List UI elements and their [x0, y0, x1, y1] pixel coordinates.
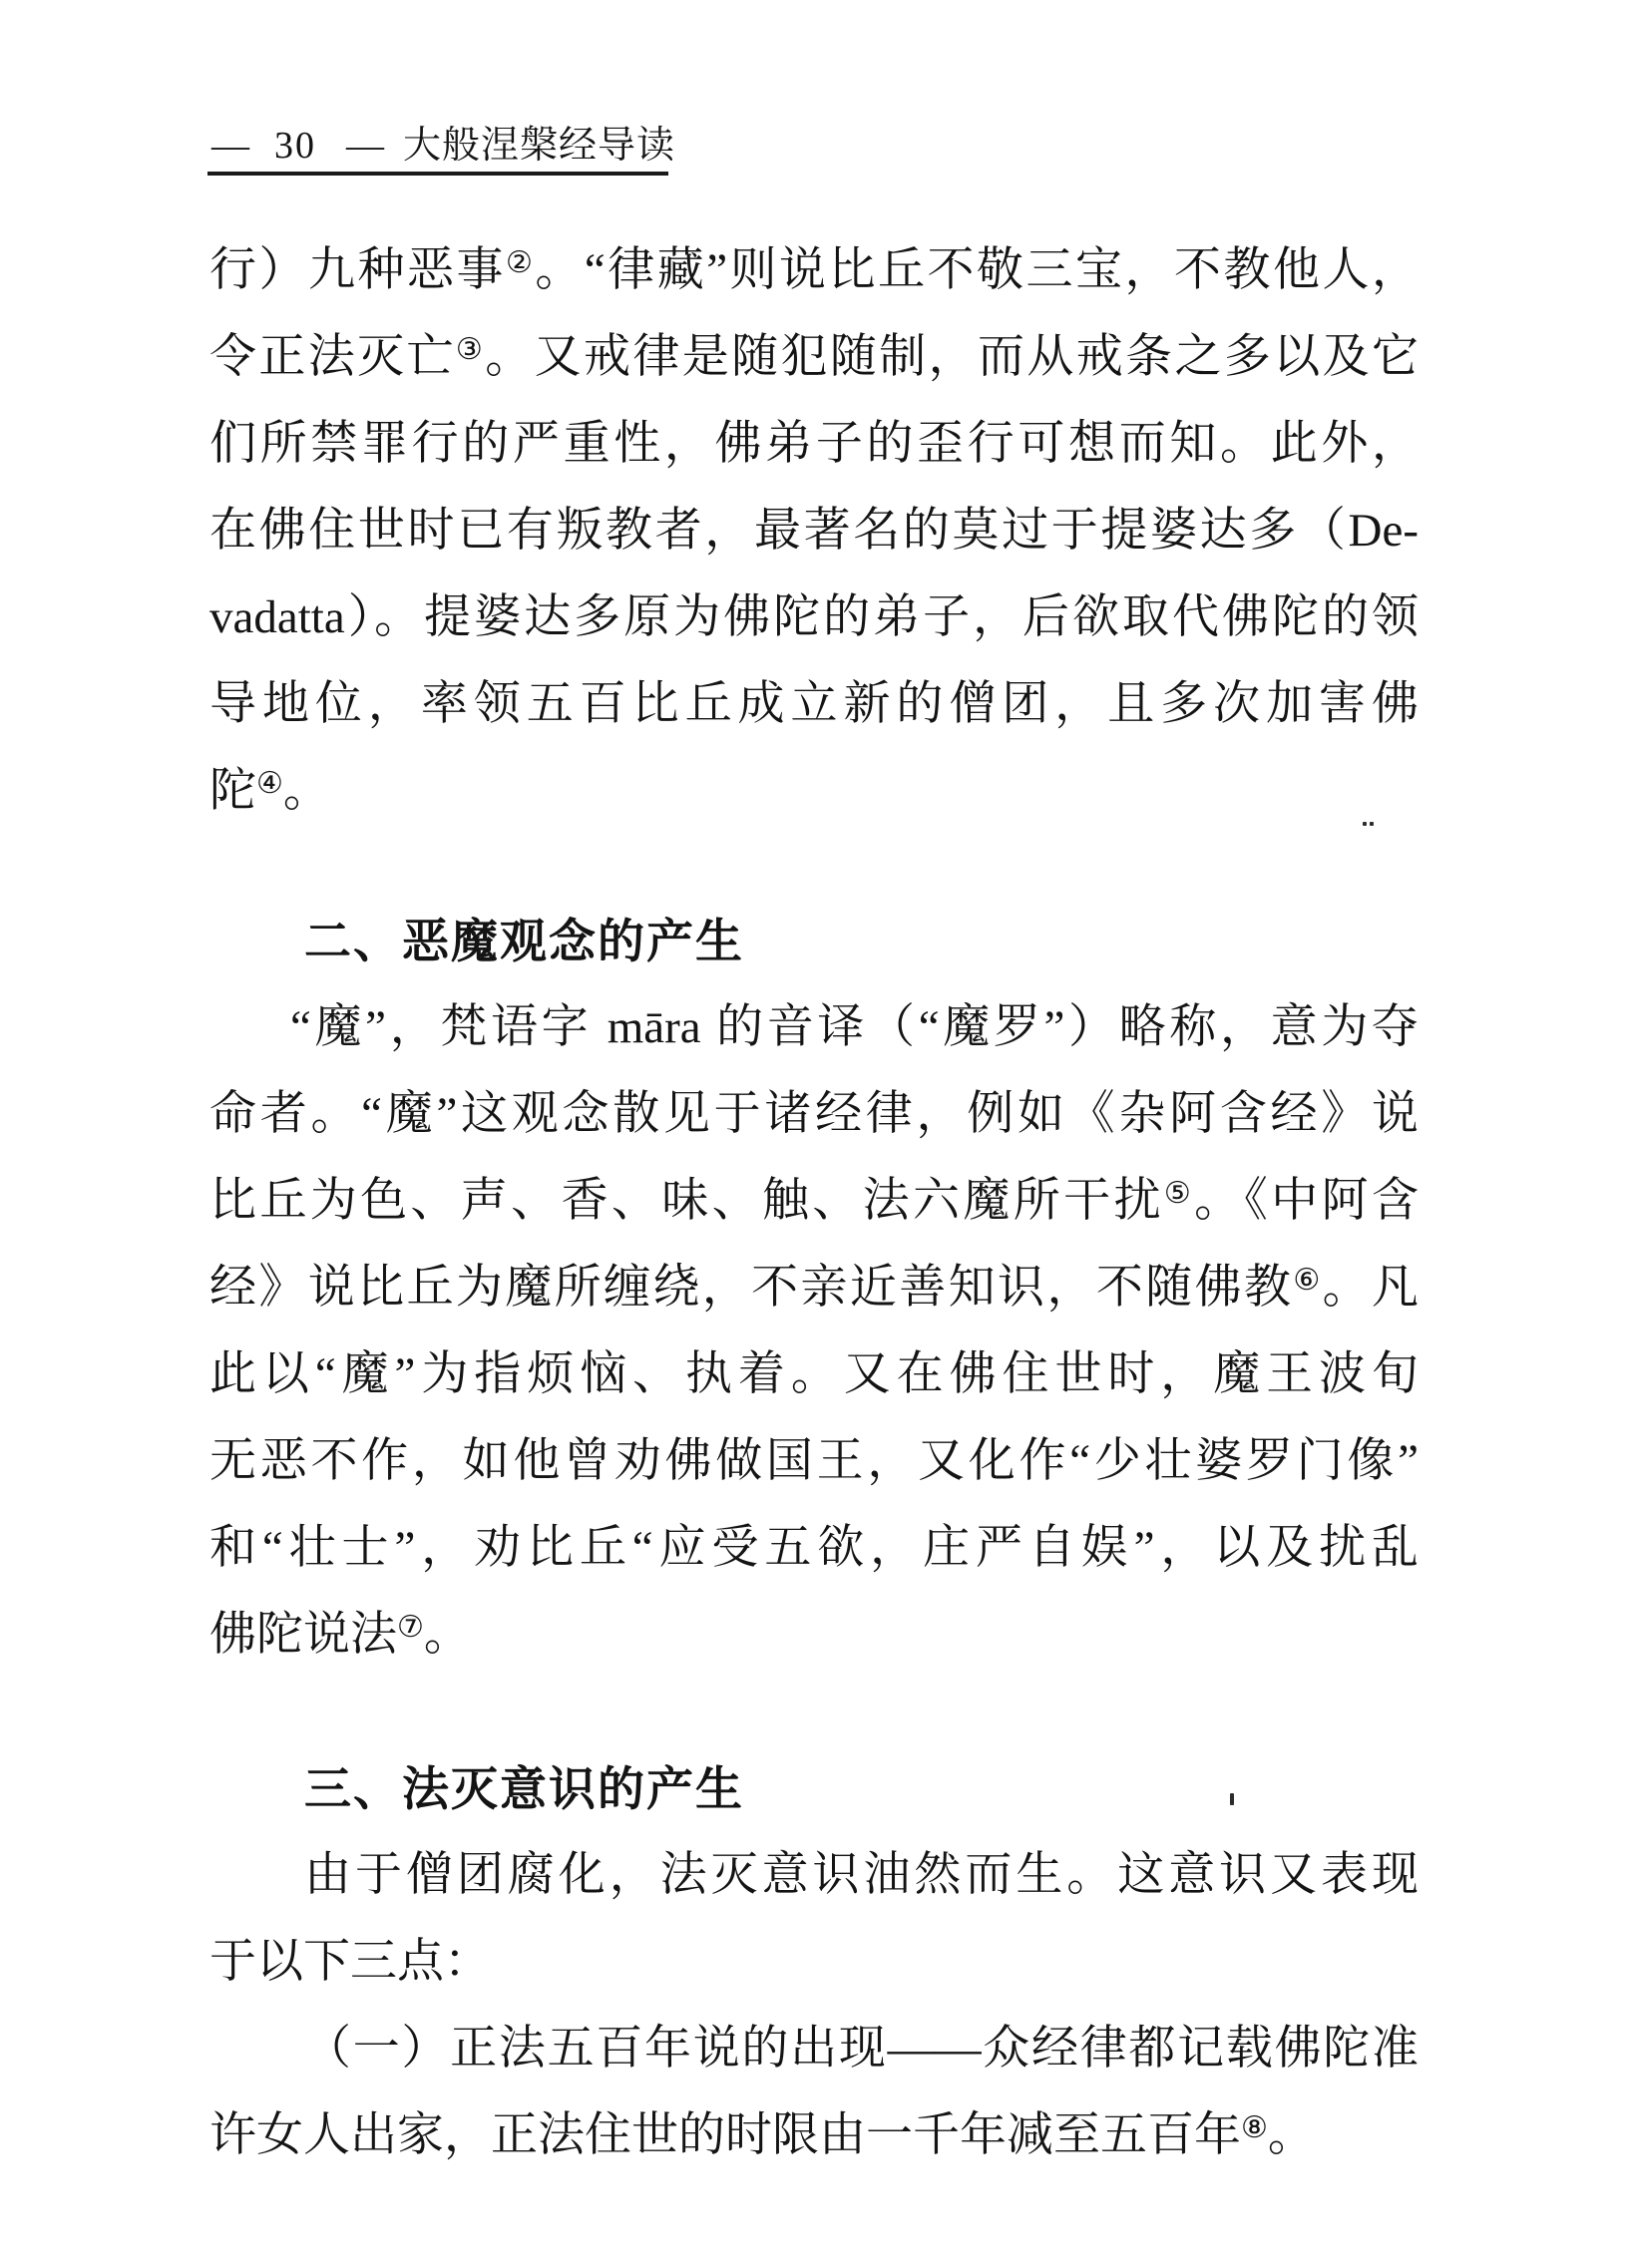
text-line [209, 401, 1419, 488]
footnote-marker: ⑥ [1293, 1263, 1323, 1297]
line-text: 令正法灭亡 [209, 331, 456, 383]
paragraph-1 [209, 227, 1419, 835]
line-text: 们所禁罪行的严重性，佛弟子的歪行可想而知。此外， [209, 418, 1419, 470]
line-text: 导地位，率领五百比丘成立新的僧团，且多次加害佛 [209, 678, 1419, 730]
line-text: 比丘为色、声、香、味、触、法六魔所干扰 [209, 1175, 1164, 1227]
text-line [209, 661, 1419, 748]
text-line [209, 2006, 1419, 2092]
footnote-marker: ② [505, 245, 536, 279]
line-text: 。 [423, 1609, 471, 1661]
section-heading-3: 三、法灭意识的产生 [304, 1762, 744, 1815]
running-book-title: 大般涅槃经导读 [403, 125, 676, 167]
text-line [209, 1505, 1419, 1592]
line-text: 经》说比丘为魔所缠绕，不亲近善知识，不随佛教 [209, 1262, 1294, 1314]
line-text: vadatta）。提婆达多原为佛陀的弟子，后欲取代佛陀的领 [209, 591, 1419, 643]
line-text: 于以下三点： [209, 1936, 491, 1988]
text-line [209, 1592, 1419, 1679]
header-dash-left: — [211, 125, 249, 167]
line-text: 陀 [209, 765, 256, 817]
text-line [209, 1331, 1419, 1418]
text-line [209, 227, 1419, 314]
text-line [209, 1245, 1419, 1331]
footnote-marker: ④ [256, 766, 283, 800]
header-rule [207, 172, 668, 176]
footnote-marker: ⑧ [1241, 2110, 1268, 2144]
line-text: 。凡 [1322, 1262, 1420, 1314]
text-line [209, 574, 1419, 661]
text-line [209, 1919, 1419, 2006]
text-line [209, 488, 1419, 574]
line-text: 在佛住世时已有叛教者，最著名的莫过于提婆达多（De- [209, 505, 1419, 557]
line-text: 由于僧团腐化，法灭意识油然而生。这意识又表现 [304, 1849, 1419, 1901]
line-text: 行）九种恶事 [209, 244, 506, 296]
scan-speck [1363, 822, 1367, 826]
paragraph-4 [209, 2006, 1419, 2179]
paragraph-2 [209, 984, 1419, 1679]
line-text: 。 [1267, 2109, 1315, 2161]
text-line [209, 1832, 1419, 1919]
line-text: 。又戒律是随犯随制，而从戒条之多以及它 [485, 331, 1420, 383]
footnote-marker: ⑦ [397, 1610, 424, 1644]
page-number: 30 [274, 125, 316, 167]
section-heading-2: 二、恶魔观念的产生 [304, 915, 744, 967]
text-line [209, 1418, 1419, 1505]
paragraph-3 [209, 1832, 1419, 2006]
line-text: （一）正法五百年说的出现——众经律都记载佛陀准 [304, 2023, 1419, 2075]
footnote-marker: ⑤ [1163, 1176, 1195, 1210]
page-body [209, 227, 1419, 2179]
scan-speck [1230, 1793, 1234, 1805]
text-line [209, 1071, 1419, 1158]
text-line [209, 2092, 1419, 2179]
text-line [209, 1158, 1419, 1245]
line-text: 许女人出家，正法住世的时限由一千年减至五百年 [209, 2109, 1241, 2161]
header-dash-right: — [346, 125, 384, 167]
line-text: 。《中阿含 [1194, 1175, 1420, 1227]
line-text: 无恶不作，如他曾劝佛做国王，又化作“少壮婆罗门像” [209, 1435, 1419, 1487]
footnote-marker: ③ [455, 332, 486, 366]
text-line [209, 984, 1419, 1071]
line-text: 命者。“魔”这观念散见于诸经律，例如《杂阿含经》说 [209, 1088, 1419, 1140]
scan-speck [1370, 822, 1374, 826]
text-line [209, 748, 1419, 835]
line-text: 。 [282, 765, 330, 817]
line-text: 佛陀说法 [209, 1609, 397, 1661]
text-line [209, 314, 1419, 401]
line-text: “魔”，梵语字 māra 的音译（“魔罗”）略称，意为夺 [290, 1001, 1419, 1053]
line-text: 。“律藏”则说比丘不敬三宝，不教他人， [535, 244, 1419, 296]
line-text: 此以“魔”为指烦恼、执着。又在佛住世时，魔王波旬 [209, 1348, 1419, 1400]
line-text: 和“壮士”，劝比丘“应受五欲，庄严自娱”，以及扰乱 [209, 1522, 1419, 1574]
